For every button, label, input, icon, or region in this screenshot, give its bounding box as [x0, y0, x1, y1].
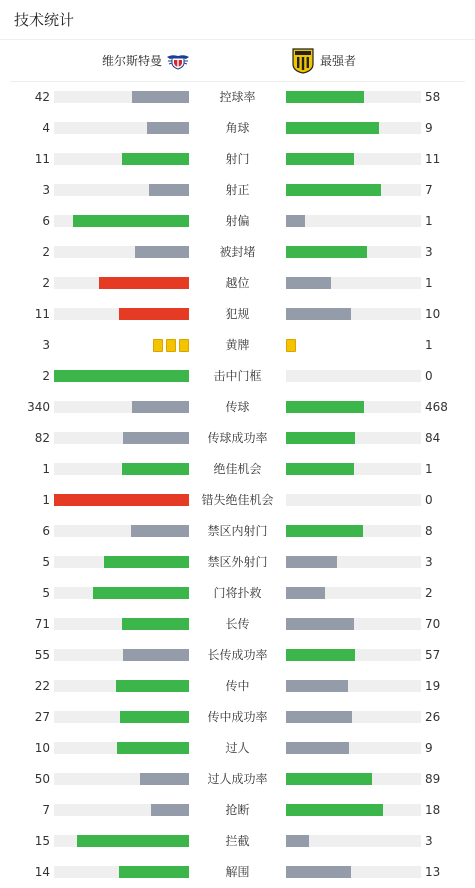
home-stat-bar-fill — [117, 742, 189, 754]
stat-row — [0, 175, 475, 206]
away-stat-bar-fill — [286, 184, 381, 196]
away-stat-value: 19 — [425, 679, 441, 693]
home-stat-bar — [54, 153, 189, 165]
away-stat-bar — [286, 246, 421, 258]
away-stat-bar — [286, 215, 421, 227]
home-stat-bar — [54, 525, 189, 537]
away-stat-bar — [286, 370, 421, 382]
away-stat-bar-fill — [286, 308, 351, 320]
away-stat-bar — [286, 432, 421, 444]
stat-label: 射偏 — [225, 214, 250, 228]
home-stat-bar-fill — [123, 432, 189, 444]
home-stat-bar-fill — [122, 463, 190, 475]
stat-row — [0, 299, 475, 330]
away-stat-bar — [286, 277, 421, 289]
away-stat-value: 1 — [425, 214, 433, 228]
home-stat-value: 27 — [34, 710, 50, 724]
away-stat-value: 89 — [425, 772, 441, 786]
away-stat-bar-fill — [286, 277, 331, 289]
home-stat-bar — [54, 804, 189, 816]
away-stat-bar-fill — [286, 711, 352, 723]
section-title: 技术统计 — [14, 11, 75, 29]
stat-row — [0, 547, 475, 578]
home-stat-bar-fill — [123, 649, 189, 661]
stat-row — [0, 578, 475, 609]
yellow-card-icon — [166, 339, 176, 352]
away-stat-value: 11 — [425, 152, 441, 166]
home-stat-bar — [54, 742, 189, 754]
stat-row — [0, 485, 475, 516]
home-stat-bar — [54, 773, 189, 785]
home-stat-bar-fill — [104, 556, 189, 568]
stat-label: 错失绝佳机会 — [201, 493, 274, 507]
stat-row — [0, 454, 475, 485]
stat-row — [0, 361, 475, 392]
stat-row — [0, 516, 475, 547]
teams-header — [10, 40, 465, 82]
stat-row — [0, 268, 475, 299]
home-stat-value: 2 — [42, 369, 50, 383]
away-team[interactable] — [292, 40, 356, 81]
away-stat-value: 58 — [425, 90, 441, 104]
stat-label: 射正 — [225, 183, 250, 197]
stat-row — [0, 82, 475, 113]
stat-label: 过人成功率 — [207, 772, 268, 786]
away-stat-value: 0 — [425, 493, 433, 507]
stat-label: 犯规 — [225, 307, 250, 321]
away-stat-bar-fill — [286, 432, 355, 444]
stat-row — [0, 702, 475, 733]
stat-label: 被封堵 — [219, 245, 256, 259]
stat-label: 越位 — [225, 276, 250, 290]
home-stat-value: 55 — [34, 648, 50, 662]
away-stat-bar-fill — [286, 742, 349, 754]
stat-row — [0, 392, 475, 423]
home-stat-bar — [54, 463, 189, 475]
away-stat-bar-fill — [286, 804, 383, 816]
home-stat-bar-fill — [54, 494, 189, 506]
home-stat-bar-fill — [135, 246, 189, 258]
stat-label: 拦截 — [225, 834, 250, 848]
home-stat-bar-fill — [122, 618, 190, 630]
away-stat-bar — [286, 91, 421, 103]
home-stat-bar — [54, 308, 189, 320]
home-stat-value: 10 — [34, 741, 50, 755]
away-stat-value: 57 — [425, 648, 441, 662]
stat-row — [0, 206, 475, 237]
stat-row — [0, 640, 475, 671]
home-stat-bar — [54, 556, 189, 568]
home-stat-value: 340 — [27, 400, 50, 414]
home-stat-bar-fill — [54, 370, 189, 382]
home-stat-bar-fill — [120, 711, 189, 723]
home-stat-value: 42 — [34, 90, 50, 104]
stat-row — [0, 609, 475, 640]
stat-label: 长传 — [225, 617, 250, 631]
stat-row — [0, 764, 475, 795]
home-stat-value: 15 — [34, 834, 50, 848]
home-stat-value: 3 — [42, 338, 50, 352]
stat-row — [0, 144, 475, 175]
stat-row — [0, 795, 475, 826]
away-stat-bar-fill — [286, 556, 337, 568]
home-yellow-cards — [153, 339, 189, 352]
away-stat-bar — [286, 401, 421, 413]
away-stat-value: 18 — [425, 803, 441, 817]
home-stat-bar — [54, 494, 189, 506]
stat-label: 角球 — [225, 121, 250, 135]
home-stat-bar — [54, 370, 189, 382]
stat-label: 控球率 — [219, 90, 256, 104]
home-stat-value: 71 — [34, 617, 50, 631]
stat-label: 击中门框 — [213, 369, 262, 383]
home-stat-bar-fill — [147, 122, 189, 134]
stat-row — [0, 826, 475, 857]
stat-label: 绝佳机会 — [213, 462, 262, 476]
yellow-card-icon — [153, 339, 163, 352]
away-stat-value: 13 — [425, 865, 441, 879]
home-stat-bar — [54, 587, 189, 599]
yellow-card-icon — [179, 339, 189, 352]
away-stat-value: 10 — [425, 307, 441, 321]
home-stat-value: 6 — [42, 524, 50, 538]
stat-label: 传球成功率 — [207, 431, 268, 445]
away-stat-bar-fill — [286, 153, 354, 165]
away-stat-bar — [286, 122, 421, 134]
stat-label: 禁区内射门 — [207, 524, 268, 538]
away-stat-bar — [286, 649, 421, 661]
home-stat-bar — [54, 866, 189, 878]
stats-list — [0, 82, 475, 888]
away-stat-bar — [286, 463, 421, 475]
home-stat-bar — [54, 246, 189, 258]
section-header — [0, 0, 475, 40]
away-stat-bar-fill — [286, 649, 355, 661]
stat-label: 传中 — [225, 679, 250, 693]
home-stat-bar-fill — [119, 308, 189, 320]
away-stat-value: 1 — [425, 276, 433, 290]
away-stat-value: 1 — [425, 338, 433, 352]
home-stat-bar — [54, 215, 189, 227]
away-stat-bar-fill — [286, 618, 354, 630]
stat-label: 黄牌 — [225, 338, 250, 352]
away-stat-bar-fill — [286, 525, 363, 537]
away-stat-value: 9 — [425, 121, 433, 135]
away-stat-value: 468 — [425, 400, 448, 414]
home-stat-value: 1 — [42, 493, 50, 507]
home-stat-bar-fill — [151, 804, 189, 816]
home-team[interactable] — [102, 40, 190, 81]
away-team-name: 最强者 — [320, 54, 357, 68]
stat-label: 长传成功率 — [207, 648, 268, 662]
away-stat-bar-fill — [286, 122, 379, 134]
away-stat-value: 26 — [425, 710, 441, 724]
stat-label: 门将扑救 — [213, 586, 262, 600]
home-stat-value: 22 — [34, 679, 50, 693]
home-stat-value: 82 — [34, 431, 50, 445]
home-stat-value: 3 — [42, 183, 50, 197]
away-stat-bar — [286, 525, 421, 537]
away-stat-bar — [286, 680, 421, 692]
home-stat-value: 11 — [34, 152, 50, 166]
away-stat-value: 70 — [425, 617, 441, 631]
away-stat-bar — [286, 587, 421, 599]
away-stat-bar-fill — [286, 866, 351, 878]
stat-label: 抢断 — [225, 803, 250, 817]
home-stat-bar-fill — [149, 184, 190, 196]
stat-label: 禁区外射门 — [207, 555, 268, 569]
home-stat-bar — [54, 122, 189, 134]
home-stat-bar — [54, 277, 189, 289]
away-stat-bar-fill — [286, 401, 364, 413]
stat-label: 传球 — [225, 400, 250, 414]
away-stat-bar — [286, 773, 421, 785]
away-stat-bar — [286, 556, 421, 568]
stat-label: 传中成功率 — [207, 710, 268, 724]
home-stat-value: 7 — [42, 803, 50, 817]
home-stat-bar-fill — [132, 401, 189, 413]
home-stat-bar-fill — [132, 91, 189, 103]
away-stat-bar — [286, 711, 421, 723]
away-stat-bar — [286, 804, 421, 816]
stat-row — [0, 733, 475, 764]
away-stat-bar-fill — [286, 835, 309, 847]
away-stat-bar-fill — [286, 463, 354, 475]
away-stat-bar-fill — [286, 215, 305, 227]
away-stat-bar — [286, 494, 421, 506]
away-stat-bar-fill — [286, 773, 372, 785]
home-stat-bar — [54, 401, 189, 413]
home-stat-value: 4 — [42, 121, 50, 135]
stat-row — [0, 423, 475, 454]
away-team-logo-icon — [292, 48, 314, 74]
home-stat-value: 50 — [34, 772, 50, 786]
home-stat-bar — [54, 618, 189, 630]
home-stat-bar — [54, 711, 189, 723]
home-stat-bar — [54, 649, 189, 661]
stat-label: 过人 — [225, 741, 250, 755]
away-stat-bar — [286, 184, 421, 196]
away-stat-bar — [286, 742, 421, 754]
home-stat-bar — [54, 835, 189, 847]
away-stat-bar — [286, 866, 421, 878]
home-stat-bar — [54, 432, 189, 444]
stat-label: 射门 — [225, 152, 250, 166]
away-stat-value: 3 — [425, 834, 433, 848]
home-team-name: 维尔斯特曼 — [102, 54, 163, 68]
away-stat-bar — [286, 618, 421, 630]
away-stat-value: 1 — [425, 462, 433, 476]
home-stat-bar-fill — [140, 773, 189, 785]
home-stat-bar-fill — [99, 277, 189, 289]
home-stat-bar-fill — [93, 587, 189, 599]
away-stat-bar — [286, 835, 421, 847]
home-stat-value: 14 — [34, 865, 50, 879]
home-stat-bar-fill — [131, 525, 189, 537]
home-stat-value: 1 — [42, 462, 50, 476]
away-stat-bar — [286, 153, 421, 165]
away-stat-bar-fill — [286, 587, 325, 599]
stat-row — [0, 671, 475, 702]
home-stat-bar — [54, 91, 189, 103]
away-yellow-cards — [286, 339, 296, 352]
home-stat-value: 5 — [42, 586, 50, 600]
home-stat-value: 5 — [42, 555, 50, 569]
home-stat-value: 11 — [34, 307, 50, 321]
away-stat-value: 3 — [425, 245, 433, 259]
away-stat-value: 3 — [425, 555, 433, 569]
home-stat-value: 2 — [42, 276, 50, 290]
away-stat-value: 9 — [425, 741, 433, 755]
home-stat-bar-fill — [122, 153, 190, 165]
away-stat-value: 2 — [425, 586, 433, 600]
away-stat-value: 84 — [425, 431, 441, 445]
home-stat-bar — [54, 680, 189, 692]
away-stat-bar-fill — [286, 246, 367, 258]
stat-label: 解围 — [225, 865, 250, 879]
away-stat-bar-fill — [286, 91, 364, 103]
home-stat-bar-fill — [116, 680, 189, 692]
home-team-logo-icon — [166, 52, 190, 70]
home-stat-value: 6 — [42, 214, 50, 228]
home-stat-bar-fill — [119, 866, 189, 878]
stat-row — [0, 857, 475, 888]
stat-row — [0, 113, 475, 144]
stat-row — [0, 237, 475, 268]
away-stat-value: 0 — [425, 369, 433, 383]
home-stat-bar-fill — [73, 215, 189, 227]
home-stat-value: 2 — [42, 245, 50, 259]
stat-row — [0, 330, 475, 361]
away-stat-bar-fill — [286, 680, 348, 692]
away-stat-value: 8 — [425, 524, 433, 538]
yellow-card-icon — [286, 339, 296, 352]
home-stat-bar-fill — [77, 835, 189, 847]
away-stat-value: 7 — [425, 183, 433, 197]
away-stat-bar — [286, 308, 421, 320]
home-stat-bar — [54, 184, 189, 196]
